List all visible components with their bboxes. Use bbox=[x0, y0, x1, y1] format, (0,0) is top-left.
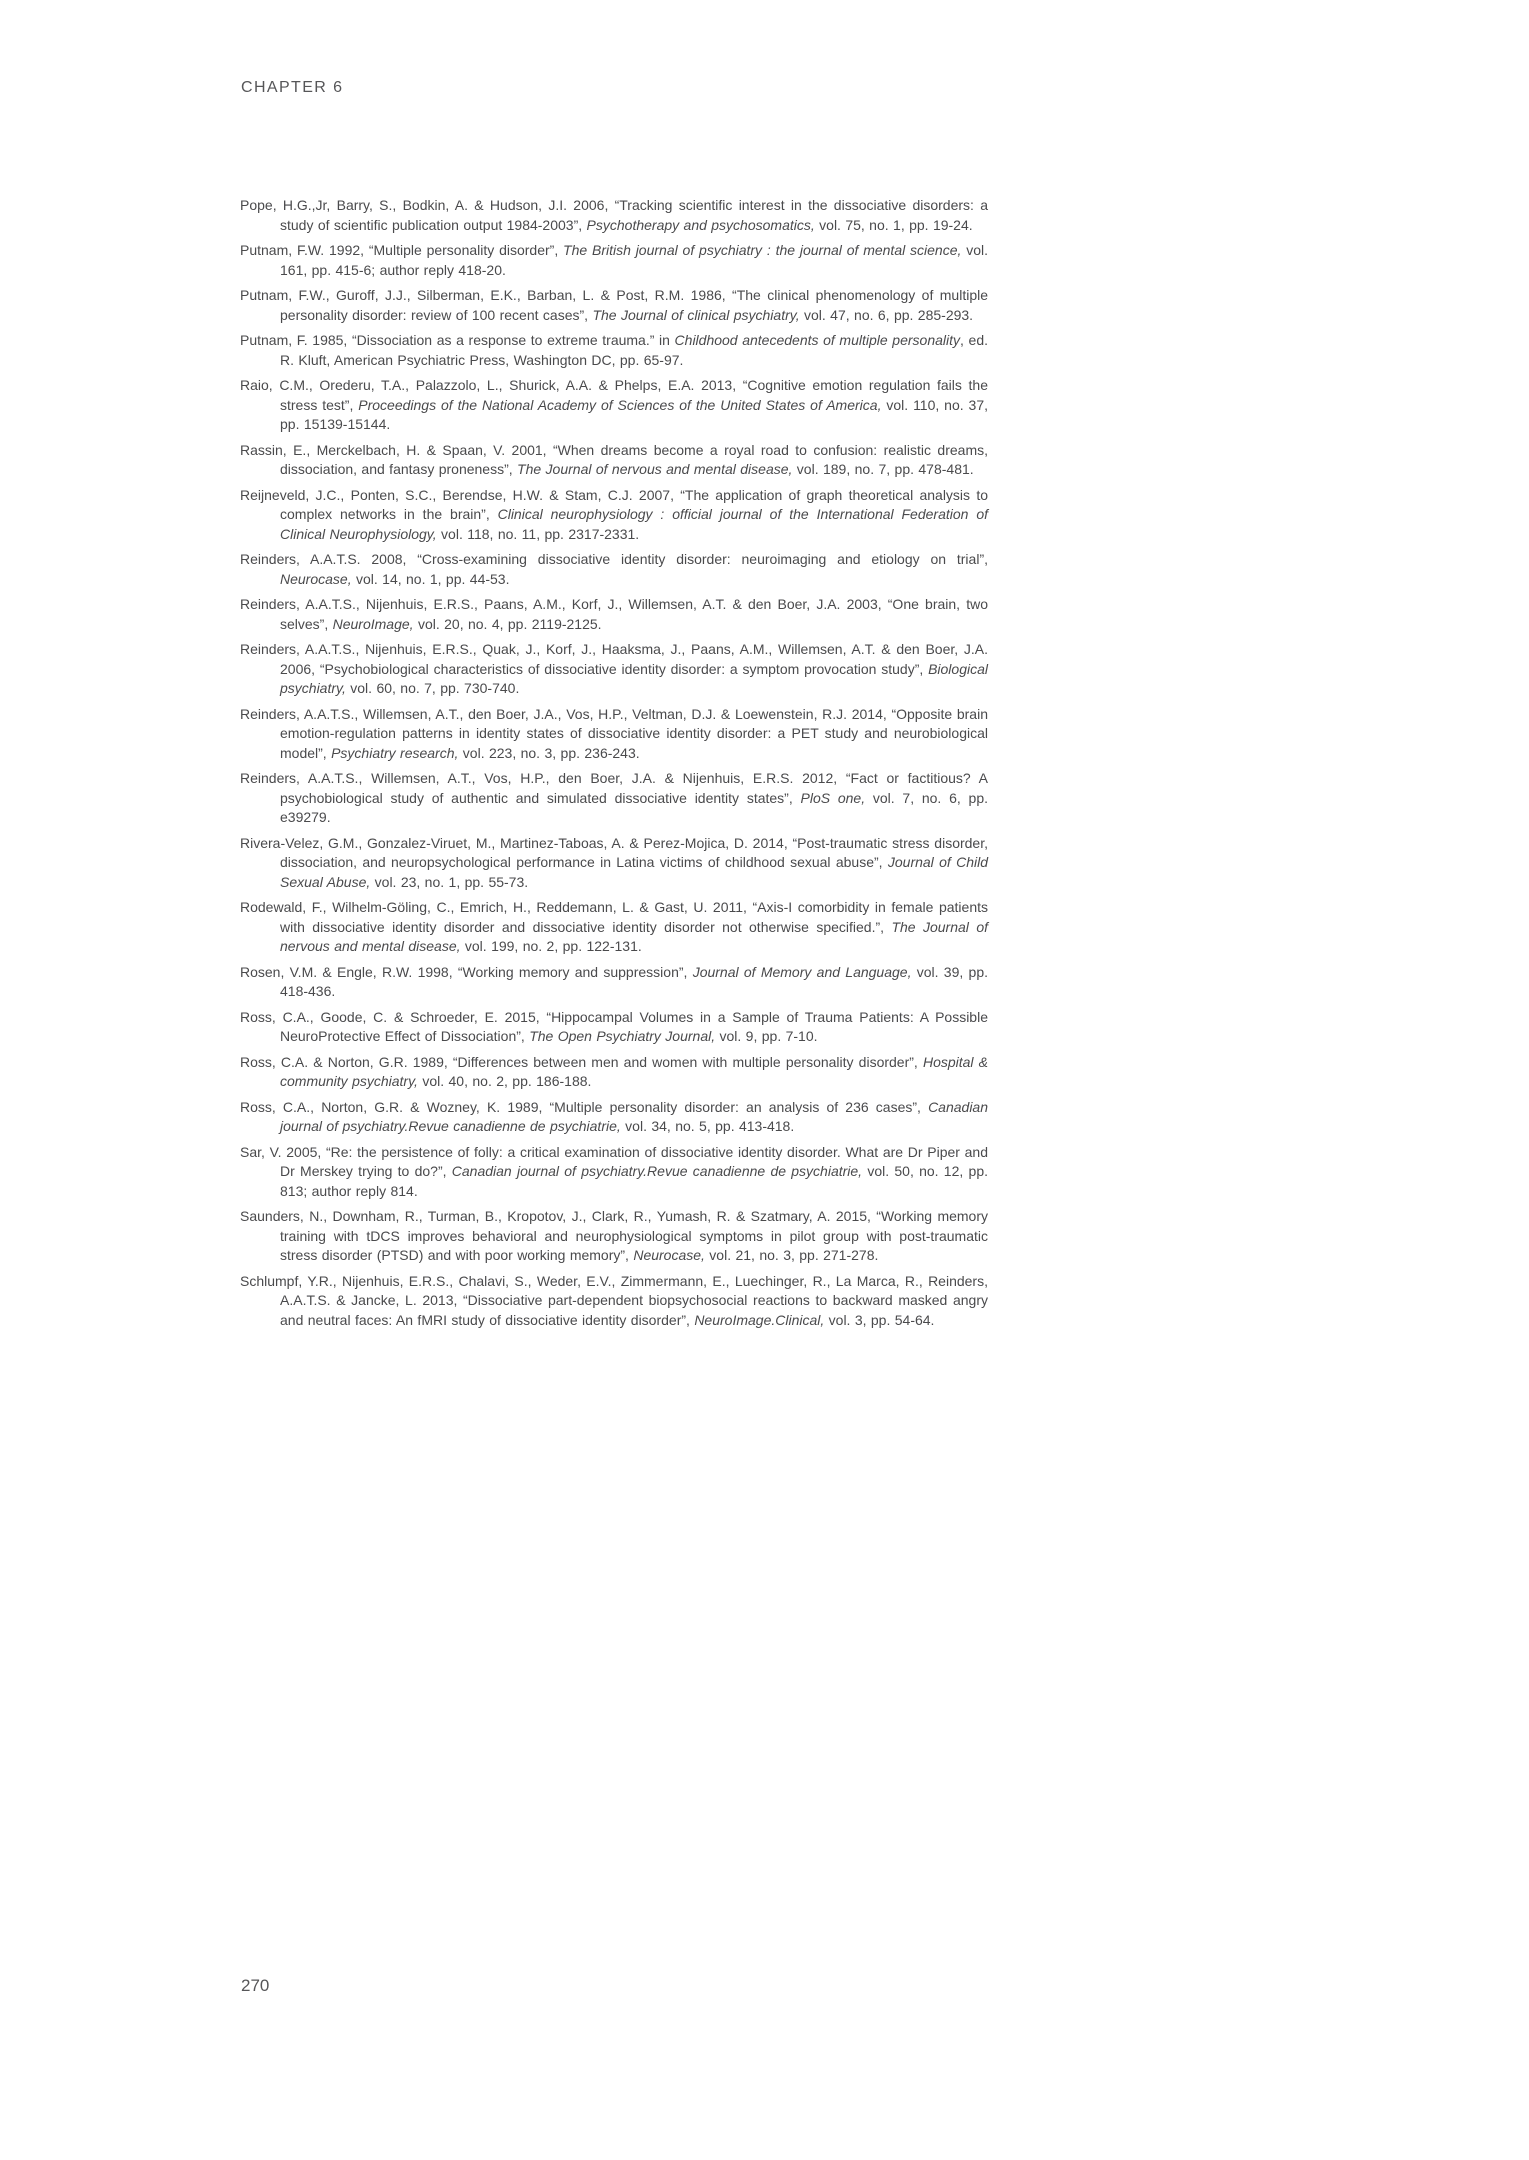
journal-title: NeuroImage.Clinical, bbox=[694, 1311, 825, 1328]
journal-title: Childhood antecedents of multiple personality bbox=[674, 332, 961, 348]
reference-text: vol. 9, pp. 7-10. bbox=[715, 1028, 818, 1044]
reference-text: vol. 23, no. 1, pp. 55-73. bbox=[370, 873, 529, 890]
reference-text: vol. 14, no. 1, pp. 44-53. bbox=[351, 570, 510, 587]
journal-title: The Journal of nervous and mental disease, bbox=[280, 918, 988, 954]
reference-text: vol. 7, no. 6, pp. e39279. bbox=[280, 789, 988, 825]
journal-title: Psychotherapy and psychosomatics, bbox=[586, 216, 815, 233]
reference-text: Reijneveld, J.C., Ponten, S.C., Berendse, H.W. & Stam, C.J. 2007, “The application of graph theoretical analysis to complex networks in the brain”, bbox=[240, 486, 988, 522]
page-number: 270 bbox=[241, 1976, 270, 1995]
journal-title: The Journal of clinical psychiatry, bbox=[592, 306, 800, 323]
journal-title: Journal of Memory and Language, bbox=[692, 963, 912, 980]
reference-entry bbox=[240, 196, 988, 235]
reference-text: vol. 161, pp. 415-6; author reply 418-20. bbox=[280, 242, 989, 278]
reference-entry bbox=[240, 1272, 988, 1331]
reference-text: Ross, C.A., Norton, G.R. & Wozney, K. 1989, “Multiple personality disorder: an analysis of 236 cases”, bbox=[240, 1098, 929, 1115]
reference-text: vol. 118, no. 11, pp. 2317-2331. bbox=[436, 525, 640, 542]
journal-title: Psychiatry research, bbox=[331, 744, 459, 761]
reference-text: Raio, C.M., Orederu, T.A., Palazzolo, L., Shurick, A.A. & Phelps, E.A. 2013, “Cognitive emotion regulation fails the stress test”, bbox=[240, 377, 988, 413]
reference-text: vol. 60, no. 7, pp. 730-740. bbox=[345, 680, 520, 696]
reference-entry bbox=[240, 550, 988, 589]
reference-entry bbox=[240, 1098, 988, 1137]
reference-text: vol. 39, pp. 418-436. bbox=[280, 963, 988, 999]
reference-text: Reinders, A.A.T.S., Willemsen, A.T., Vos, H.P., den Boer, J.A. & Nijenhuis, E.R.S. 2012, “Fact or factitious? A psychobiological study of authentic and simulated dissociative identity states”, bbox=[240, 770, 988, 806]
reference-entry bbox=[240, 1207, 988, 1266]
reference-text: vol. 223, no. 3, pp. 236-243. bbox=[458, 744, 640, 761]
reference-entry bbox=[240, 441, 988, 480]
journal-title: Canadian journal of psychiatry.Revue canadienne de psychiatrie, bbox=[280, 1098, 988, 1134]
reference-list bbox=[240, 196, 988, 1336]
reference-text: Putnam, F. 1985, “Dissociation as a response to extreme trauma.” in bbox=[240, 332, 675, 348]
reference-entry bbox=[240, 595, 988, 634]
reference-text: Rivera-Velez, G.M., Gonzalez-Viruet, M., Martinez-Taboas, A. & Perez-Mojica, D. 2014, “Post-traumatic stress disorder, dissociation, and neuropsychological performance in Latina victims of childhood sexual abuse”, bbox=[240, 834, 988, 870]
reference-text: Ross, C.A. & Norton, G.R. 1989, “Differences between men and women with multiple personality disorder”, bbox=[240, 1053, 923, 1070]
journal-title: PloS one, bbox=[800, 789, 866, 806]
reference-text: vol. 189, no. 7, pp. 478-481. bbox=[792, 461, 974, 477]
reference-entry bbox=[240, 331, 988, 370]
reference-entry bbox=[240, 640, 988, 699]
reference-entry bbox=[240, 963, 988, 1002]
reference-text: vol. 47, no. 6, pp. 285-293. bbox=[799, 306, 974, 323]
journal-title: Neurocase, bbox=[280, 570, 352, 587]
reference-text: Reinders, A.A.T.S., Willemsen, A.T., den Boer, J.A., Vos, H.P., Veltman, D.J. & Loewenstein, R.J. 2014, “Opposite brain emotion-regulation patterns in identity states of dissociative identity disorder: a PET study and neurobiological model”, bbox=[240, 705, 988, 761]
journal-title: Hospital & community psychiatry, bbox=[280, 1053, 989, 1089]
reference-text: Saunders, N., Downham, R., Turman, B., Kropotov, J., Clark, R., Yumash, R. & Szatmary, A. 2015, “Working memory training with tDCS improves behavioral and neurophysiological symptoms in pilot group with post-traumatic stress disorder (PTSD) and with poor working memory”, bbox=[240, 1208, 988, 1263]
reference-text: Sar, V. 2005, “Re: the persistence of folly: a critical examination of dissociative identity disorder. What are Dr Piper and Dr Merskey trying to do?”, bbox=[240, 1143, 988, 1179]
reference-text: vol. 40, no. 2, pp. 186-188. bbox=[417, 1073, 592, 1089]
reference-entry bbox=[240, 1008, 988, 1047]
reference-entry bbox=[240, 898, 988, 957]
reference-text: Rodewald, F., Wilhelm-Göling, C., Emrich, H., Reddemann, L. & Gast, U. 2011, “Axis-I comorbidity in female patients with dissociative identity disorder and dissociative identity disorder not otherwise specified.”, bbox=[240, 899, 988, 935]
reference-text: Rassin, E., Merckelbach, H. & Spaan, V. 2001, “When dreams become a royal road to confusion: realistic dreams, dissociation, and fantasy proneness”, bbox=[240, 441, 988, 477]
reference-text: Rosen, V.M. & Engle, R.W. 1998, “Working memory and suppression”, bbox=[240, 963, 693, 980]
reference-entry bbox=[240, 286, 988, 325]
journal-title: Clinical neurophysiology : official journal of the International Federation of Clinical Neurophysiology, bbox=[280, 506, 988, 542]
journal-title: Journal of Child Sexual Abuse, bbox=[280, 854, 988, 890]
journal-title: Neurocase, bbox=[633, 1247, 705, 1263]
reference-entry bbox=[240, 376, 988, 435]
reference-text: Ross, C.A., Goode, C. & Schroeder, E. 2015, “Hippocampal Volumes in a Sample of Trauma Patients: A Possible NeuroProtective Effect of Dissociation”, bbox=[240, 1008, 988, 1044]
reference-entry bbox=[240, 1053, 988, 1092]
journal-title: The Open Psychiatry Journal, bbox=[529, 1028, 716, 1044]
reference-text: , ed. R. Kluft, American Psychiatric Press, Washington DC, pp. 65-97. bbox=[280, 332, 988, 368]
reference-text: vol. 75, no. 1, pp. 19-24. bbox=[814, 216, 973, 233]
reference-text: vol. 50, no. 12, pp. 813; author reply 814. bbox=[280, 1163, 988, 1199]
reference-text: vol. 3, pp. 54-64. bbox=[824, 1311, 935, 1328]
chapter-header bbox=[241, 79, 343, 97]
reference-text: Reinders, A.A.T.S. 2008, “Cross-examining dissociative identity disorder: neuroimaging and etiology on trial”, bbox=[240, 551, 988, 567]
reference-text: vol. 34, no. 5, pp. 413-418. bbox=[620, 1118, 795, 1134]
journal-title: The Journal of nervous and mental disease, bbox=[517, 461, 793, 477]
reference-text: Schlumpf, Y.R., Nijenhuis, E.R.S., Chalavi, S., Weder, E.V., Zimmermann, E., Luechinger, R., La Marca, R., Reinders, A.A.T.S. & Jancke, L. 2013, “Dissociative part-dependent biopsychosocial reactions to backward masked angry and neutral faces: An fMRI study of dissociative identity disorder”, bbox=[240, 1272, 988, 1328]
reference-text: Putnam, F.W., Guroff, J.J., Silberman, E.K., Barban, L. & Post, R.M. 1986, “The clinical phenomenology of multiple personality disorder: review of 100 recent cases”, bbox=[240, 287, 988, 323]
reference-text: vol. 199, no. 2, pp. 122-131. bbox=[460, 938, 642, 954]
reference-entry bbox=[240, 705, 988, 764]
reference-text: Reinders, A.A.T.S., Nijenhuis, E.R.S., Paans, A.M., Korf, J., Willemsen, A.T. & den Boer, J.A. 2003, “One brain, two selves”, bbox=[240, 596, 988, 632]
journal-title: Biological psychiatry, bbox=[280, 660, 988, 696]
journal-title: NeuroImage, bbox=[332, 615, 414, 632]
page-footer bbox=[241, 1976, 269, 1996]
chapter-title: CHAPTER 6 bbox=[241, 79, 344, 96]
reference-entry bbox=[240, 769, 988, 828]
reference-text: Pope, H.G.,Jr, Barry, S., Bodkin, A. & Hudson, J.I. 2006, “Tracking scientific interest in the dissociative disorders: a study of scientific publication output 1984-2003”, bbox=[240, 197, 988, 233]
reference-entry bbox=[240, 241, 988, 280]
journal-title: The British journal of psychiatry : the journal of mental science, bbox=[563, 242, 962, 258]
reference-text: Reinders, A.A.T.S., Nijenhuis, E.R.S., Quak, J., Korf, J., Haaksma, J., Paans, A.M., Willemsen, A.T. & den Boer, J.A. 2006, “Psychobiological characteristics of dissociative identity disorder: a symptom provocation study”, bbox=[240, 641, 988, 677]
reference-text: Putnam, F.W. 1992, “Multiple personality disorder”, bbox=[240, 242, 564, 258]
journal-title: Canadian journal of psychiatry.Revue canadienne de psychiatrie, bbox=[451, 1163, 863, 1179]
reference-text: vol. 21, no. 3, pp. 271-278. bbox=[704, 1247, 879, 1263]
reference-text: vol. 20, no. 4, pp. 2119-2125. bbox=[413, 615, 602, 632]
reference-entry bbox=[240, 1143, 988, 1202]
reference-text: vol. 110, no. 37, pp. 15139-15144. bbox=[280, 396, 989, 432]
journal-title: Proceedings of the National Academy of Sciences of the United States of America, bbox=[358, 396, 882, 413]
reference-entry bbox=[240, 486, 988, 545]
reference-entry bbox=[240, 834, 988, 893]
